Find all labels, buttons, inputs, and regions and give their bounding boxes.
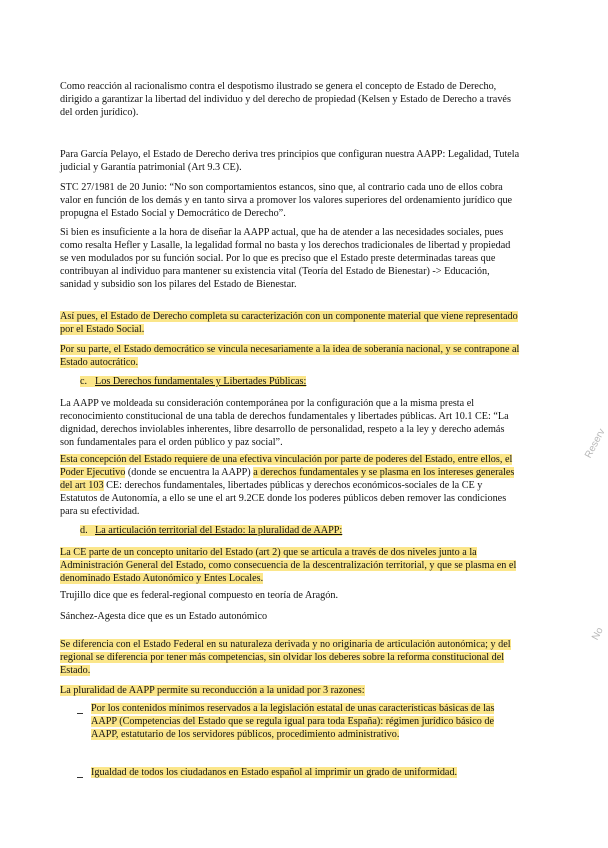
highlighted-text: Igualdad de todos los ciudadanos en Estado español al imprimir un grado de uniformidad. xyxy=(91,767,458,778)
heading-letter: c. xyxy=(80,376,88,387)
highlighted-text: La pluralidad de AAPP permite su reconducción a la unidad por 3 razones: xyxy=(60,685,365,696)
paragraph-stc-27-1981: STC 27/1981 de 20 Junio: “No son comportamientos estancos, sino que, al contrario cada uno de ellos cobra valor en función de los demás y en tanto sirva a promover los valores superiores del ordenamiento jurídico que propugna el Estado Social y Democrático de Derecho”. xyxy=(60,182,513,220)
bullet-dash-icon xyxy=(77,768,83,778)
paragraph-estado-bienestar: Si bien es insuficiente a la hora de diseñar la AAPP actual, que ha de atender a las necesidades sociales, pues como resalta Hefler y Lasalle, la legalidad formal no basta y los derechos tradicionales de libertad y propiedad se ven modulados por su función social. Por lo que es preciso que el Estado preste determinadas tareas que contribuyan al individuo para mantener su existencia vital (Teoría del Estado de Bienestar) -> Educación, sanidad y subsidio son los pilares del Estado de Bienestar. xyxy=(60,227,511,291)
paragraph-sanchez-agesta: Sánchez-Agesta dice que es un Estado autonómico xyxy=(60,611,268,622)
paragraph-garcia-pelayo: Para García Pelayo, el Estado de Derecho deriva tres principios que configuran nuestra AAPP: Legalidad, Tutela judicial y Garantía patrimonial (Art 9.3 CE). xyxy=(60,149,520,174)
list-item xyxy=(78,702,520,741)
highlighted-text: Así pues, el Estado de Derecho completa su caracterización con un componente material que viene representado por el Estado Social. xyxy=(60,311,518,336)
watermark-text: Reserv xyxy=(583,427,608,461)
list-item xyxy=(78,766,520,779)
highlighted-text: Se diferencia con el Estado Federal en su naturaleza derivada y no originaria de articulación autonómica; y del regional se diferencia por tener más competencias, sin olvidar los deberes sobre la reforma constitucional del Estado. xyxy=(60,639,511,677)
highlighted-text: Por su parte, el Estado democrático se vincula necesariamente a la idea de soberanía nacional, y se contrapone al Estado autocrático. xyxy=(60,344,520,369)
paragraph-aapp-derechos: La AAPP ve moldeada su consideración contemporánea por la configuración que a la misma presta el reconocimiento constitucional de una tabla de derechos fundamentales y libertades públicas. Art 10.1 CE: “La dignidad, derechos inviolables inherentes, libre desarrollo de personalidad, respeto a la ley y derecho además son fundamentales para el orden público y paz social”. xyxy=(60,398,509,449)
heading-derechos-fundamentales xyxy=(80,375,540,388)
highlighted-text: a derechos fundamentales y se plasma en los intereses generales del art 103 xyxy=(60,467,515,492)
highlighted-text: Esta concepción del Estado requiere de una efectiva vinculación por parte de poderes del Estado, entre ellos, el Poder Ejecutivo xyxy=(60,454,513,479)
paragraph-pluralidad-aapp xyxy=(60,684,520,697)
paragraph-trujillo: Trujillo dice que es federal-regional compuesto en teoría de Aragón. xyxy=(60,590,338,601)
paragraph-estado-democratico xyxy=(60,343,520,369)
heading-text: La articulación territorial del Estado: la pluralidad de AAPP: xyxy=(95,525,343,536)
highlighted-text: Por los contenidos mínimos reservados a la legislación estatal de unas características básicas de las AAPP (Competencias del Estado que se regula igual para toda España): régimen jurídico básico de AAPP, estatutario de los servidores públicos, procedimiento administrativo. xyxy=(91,703,495,741)
paragraph-estado-social xyxy=(60,310,520,336)
watermark-text: No xyxy=(590,625,606,643)
paragraph-vinculacion-poderes xyxy=(60,453,520,518)
bullet-dash-icon xyxy=(77,704,83,714)
paragraph-concepto-unitario xyxy=(60,546,520,585)
plain-text: (donde se encuentra la AAPP) xyxy=(125,467,254,479)
plain-text: CE: derechos fundamentales, libertades públicas y derechos económicos-sociales de la CE y Estatutos de Autonomía, a ello se une el art 9.2CE donde los poderes públicos deben remover las condiciones para su efectividad. xyxy=(60,480,507,518)
paragraph-estado-derecho-origen: Como reacción al racionalismo contra el despotismo ilustrado se genera el concepto de Estado de Derecho, dirigido a garantizar la libertad del individuo y del derecho de propiedad (Kelsen y Estado de Derecho a través del orden jurídico). xyxy=(60,81,511,119)
heading-text: Los Derechos fundamentales y Libertades Públicas: xyxy=(95,376,307,387)
highlighted-text: La CE parte de un concepto unitario del Estado (art 2) que se articula a través de dos niveles junto a la Administración General del Estado, como consecuencia de la descentralización territorial, y que se plasma en el denominado Estado Autonómico y Entes Locales. xyxy=(60,547,517,585)
heading-letter: d. xyxy=(80,525,88,536)
heading-articulacion-territorial xyxy=(80,524,540,537)
paragraph-estado-federal xyxy=(60,638,520,677)
